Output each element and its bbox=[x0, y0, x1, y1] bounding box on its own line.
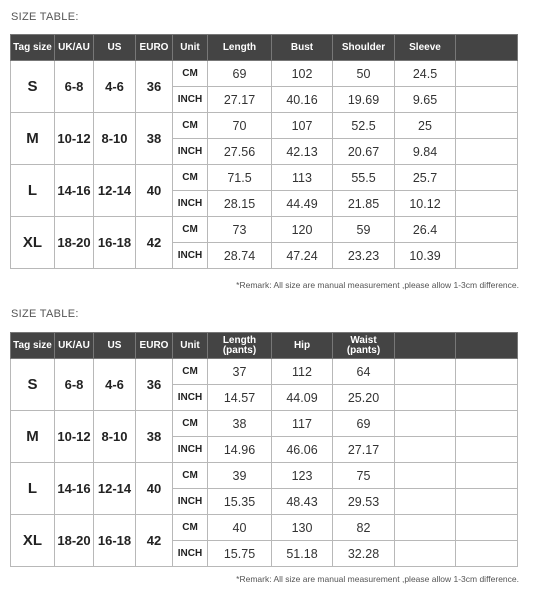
unit-cell: INCH bbox=[173, 541, 208, 567]
euro-cell: 36 bbox=[136, 61, 173, 113]
measurement-cell: 19.69 bbox=[333, 87, 395, 113]
measurement-cell: 102 bbox=[272, 61, 333, 87]
measurement-cell: 71.5 bbox=[208, 165, 272, 191]
euro-cell: 38 bbox=[136, 411, 173, 463]
us-cell: 16-18 bbox=[94, 217, 136, 269]
measurement-cell: 44.09 bbox=[272, 385, 333, 411]
tag-size-cell: L bbox=[11, 463, 55, 515]
measurement-cell bbox=[456, 359, 518, 385]
tag-size-cell: S bbox=[11, 61, 55, 113]
measurement-cell: 26.4 bbox=[395, 217, 456, 243]
table-row bbox=[11, 217, 518, 243]
us-cell: 4-6 bbox=[94, 61, 136, 113]
uk-au-cell: 6-8 bbox=[55, 61, 94, 113]
measurement-cell: 15.75 bbox=[208, 541, 272, 567]
measurement-cell: 9.84 bbox=[395, 139, 456, 165]
us-cell: 12-14 bbox=[94, 165, 136, 217]
unit-cell: CM bbox=[173, 165, 208, 191]
us-cell: 4-6 bbox=[94, 359, 136, 411]
unit-cell: CM bbox=[173, 515, 208, 541]
euro-cell: 38 bbox=[136, 113, 173, 165]
measurement-cell: 25.7 bbox=[395, 165, 456, 191]
measurement-cell: 51.18 bbox=[272, 541, 333, 567]
unit-cell: INCH bbox=[173, 437, 208, 463]
measurement-cell: 112 bbox=[272, 359, 333, 385]
measurement-cell: 25.20 bbox=[333, 385, 395, 411]
measurement-cell: 52.5 bbox=[333, 113, 395, 139]
measurement-cell bbox=[456, 191, 518, 217]
measurement-cell: 75 bbox=[333, 463, 395, 489]
measurement-cell: 9.65 bbox=[395, 87, 456, 113]
measurement-cell bbox=[395, 463, 456, 489]
table-row bbox=[11, 61, 518, 87]
uk-au-cell: 10-12 bbox=[55, 411, 94, 463]
table-row bbox=[11, 411, 518, 437]
unit-cell: INCH bbox=[173, 87, 208, 113]
measurement-cell bbox=[456, 165, 518, 191]
measurement-cell: 20.67 bbox=[333, 139, 395, 165]
measurement-cell: 28.15 bbox=[208, 191, 272, 217]
measurement-cell: 73 bbox=[208, 217, 272, 243]
measurement-cell bbox=[456, 217, 518, 243]
measurement-cell bbox=[456, 139, 518, 165]
measurement-cell: 25 bbox=[395, 113, 456, 139]
unit-cell: INCH bbox=[173, 191, 208, 217]
measurement-cell: 14.96 bbox=[208, 437, 272, 463]
measurement-cell bbox=[456, 113, 518, 139]
header-col-3: Waist (pants) bbox=[333, 333, 395, 359]
unit-cell: INCH bbox=[173, 489, 208, 515]
uk-au-cell: 14-16 bbox=[55, 463, 94, 515]
header-uk-au: UK/AU bbox=[55, 333, 94, 359]
measurement-cell bbox=[395, 411, 456, 437]
measurement-cell: 10.12 bbox=[395, 191, 456, 217]
measurement-cell: 117 bbox=[272, 411, 333, 437]
header-row bbox=[11, 333, 518, 359]
measurement-cell: 28.74 bbox=[208, 243, 272, 269]
measurement-cell: 27.17 bbox=[333, 437, 395, 463]
header-tag-size: Tag size bbox=[11, 333, 55, 359]
measurement-cell: 23.23 bbox=[333, 243, 395, 269]
measurement-cell: 123 bbox=[272, 463, 333, 489]
measurement-cell: 39 bbox=[208, 463, 272, 489]
measurement-cell bbox=[395, 489, 456, 515]
header-col-4: Sleeve bbox=[395, 35, 456, 61]
uk-au-cell: 10-12 bbox=[55, 113, 94, 165]
unit-cell: CM bbox=[173, 113, 208, 139]
measurement-cell: 113 bbox=[272, 165, 333, 191]
measurement-cell: 38 bbox=[208, 411, 272, 437]
euro-cell: 42 bbox=[136, 515, 173, 567]
measurement-cell: 70 bbox=[208, 113, 272, 139]
us-cell: 12-14 bbox=[94, 463, 136, 515]
measurement-cell: 48.43 bbox=[272, 489, 333, 515]
table-row bbox=[11, 359, 518, 385]
table-row bbox=[11, 463, 518, 489]
measurement-cell: 40.16 bbox=[272, 87, 333, 113]
header-us: US bbox=[94, 35, 136, 61]
table-row bbox=[11, 515, 518, 541]
header-col-2: Bust bbox=[272, 35, 333, 61]
header-uk-au: UK/AU bbox=[55, 35, 94, 61]
measurement-cell: 50 bbox=[333, 61, 395, 87]
measurement-cell bbox=[395, 515, 456, 541]
header-unit: Unit bbox=[173, 333, 208, 359]
measurement-cell: 27.17 bbox=[208, 87, 272, 113]
header-euro: EURO bbox=[136, 333, 173, 359]
header-us: US bbox=[94, 333, 136, 359]
measurement-cell: 120 bbox=[272, 217, 333, 243]
measurement-cell: 82 bbox=[333, 515, 395, 541]
measurement-cell: 46.06 bbox=[272, 437, 333, 463]
measurement-cell: 47.24 bbox=[272, 243, 333, 269]
tag-size-cell: L bbox=[11, 165, 55, 217]
measurement-cell bbox=[456, 411, 518, 437]
header-euro: EURO bbox=[136, 35, 173, 61]
remark-note: *Remark: All size are manual measurement ,please allow 1-3cm difference. bbox=[236, 280, 519, 290]
header-unit: Unit bbox=[173, 35, 208, 61]
table-row bbox=[11, 113, 518, 139]
header-col-1: Length bbox=[208, 35, 272, 61]
unit-cell: INCH bbox=[173, 243, 208, 269]
header-tag-size: Tag size bbox=[11, 35, 55, 61]
size-table bbox=[10, 34, 518, 269]
us-cell: 8-10 bbox=[94, 113, 136, 165]
measurement-cell bbox=[456, 61, 518, 87]
header-col-3: Shoulder bbox=[333, 35, 395, 61]
measurement-cell: 14.57 bbox=[208, 385, 272, 411]
measurement-cell: 40 bbox=[208, 515, 272, 541]
measurement-cell bbox=[456, 541, 518, 567]
header-col-5 bbox=[456, 35, 518, 61]
euro-cell: 40 bbox=[136, 463, 173, 515]
size-table bbox=[10, 332, 518, 567]
measurement-cell: 69 bbox=[333, 411, 395, 437]
measurement-cell bbox=[456, 463, 518, 489]
measurement-cell bbox=[456, 87, 518, 113]
unit-cell: CM bbox=[173, 359, 208, 385]
tag-size-cell: M bbox=[11, 411, 55, 463]
measurement-cell: 37 bbox=[208, 359, 272, 385]
unit-cell: CM bbox=[173, 411, 208, 437]
uk-au-cell: 18-20 bbox=[55, 515, 94, 567]
unit-cell: CM bbox=[173, 463, 208, 489]
unit-cell: CM bbox=[173, 61, 208, 87]
tag-size-cell: M bbox=[11, 113, 55, 165]
tag-size-cell: XL bbox=[11, 515, 55, 567]
remark-note: *Remark: All size are manual measurement ,please allow 1-3cm difference. bbox=[236, 574, 519, 584]
measurement-cell: 24.5 bbox=[395, 61, 456, 87]
header-col-2: Hip bbox=[272, 333, 333, 359]
euro-cell: 36 bbox=[136, 359, 173, 411]
measurement-cell: 59 bbox=[333, 217, 395, 243]
measurement-cell bbox=[456, 385, 518, 411]
measurement-cell bbox=[456, 515, 518, 541]
measurement-cell bbox=[456, 243, 518, 269]
measurement-cell: 55.5 bbox=[333, 165, 395, 191]
us-cell: 16-18 bbox=[94, 515, 136, 567]
measurement-cell: 27.56 bbox=[208, 139, 272, 165]
measurement-cell bbox=[395, 437, 456, 463]
measurement-cell bbox=[456, 437, 518, 463]
measurement-cell: 69 bbox=[208, 61, 272, 87]
header-col-1: Length (pants) bbox=[208, 333, 272, 359]
header-col-4 bbox=[395, 333, 456, 359]
table-row bbox=[11, 165, 518, 191]
measurement-cell: 21.85 bbox=[333, 191, 395, 217]
size-table-title: SIZE TABLE: bbox=[11, 11, 79, 23]
measurement-cell: 15.35 bbox=[208, 489, 272, 515]
measurement-cell: 32.28 bbox=[333, 541, 395, 567]
measurement-cell: 44.49 bbox=[272, 191, 333, 217]
measurement-cell bbox=[395, 541, 456, 567]
header-col-5 bbox=[456, 333, 518, 359]
tag-size-cell: S bbox=[11, 359, 55, 411]
measurement-cell: 42.13 bbox=[272, 139, 333, 165]
unit-cell: CM bbox=[173, 217, 208, 243]
measurement-cell bbox=[456, 489, 518, 515]
euro-cell: 42 bbox=[136, 217, 173, 269]
uk-au-cell: 6-8 bbox=[55, 359, 94, 411]
euro-cell: 40 bbox=[136, 165, 173, 217]
unit-cell: INCH bbox=[173, 385, 208, 411]
measurement-cell bbox=[395, 359, 456, 385]
unit-cell: INCH bbox=[173, 139, 208, 165]
us-cell: 8-10 bbox=[94, 411, 136, 463]
measurement-cell: 107 bbox=[272, 113, 333, 139]
tag-size-cell: XL bbox=[11, 217, 55, 269]
size-table-title: SIZE TABLE: bbox=[11, 308, 79, 320]
measurement-cell: 64 bbox=[333, 359, 395, 385]
uk-au-cell: 18-20 bbox=[55, 217, 94, 269]
measurement-cell: 130 bbox=[272, 515, 333, 541]
measurement-cell: 29.53 bbox=[333, 489, 395, 515]
header-row bbox=[11, 35, 518, 61]
measurement-cell: 10.39 bbox=[395, 243, 456, 269]
uk-au-cell: 14-16 bbox=[55, 165, 94, 217]
measurement-cell bbox=[395, 385, 456, 411]
